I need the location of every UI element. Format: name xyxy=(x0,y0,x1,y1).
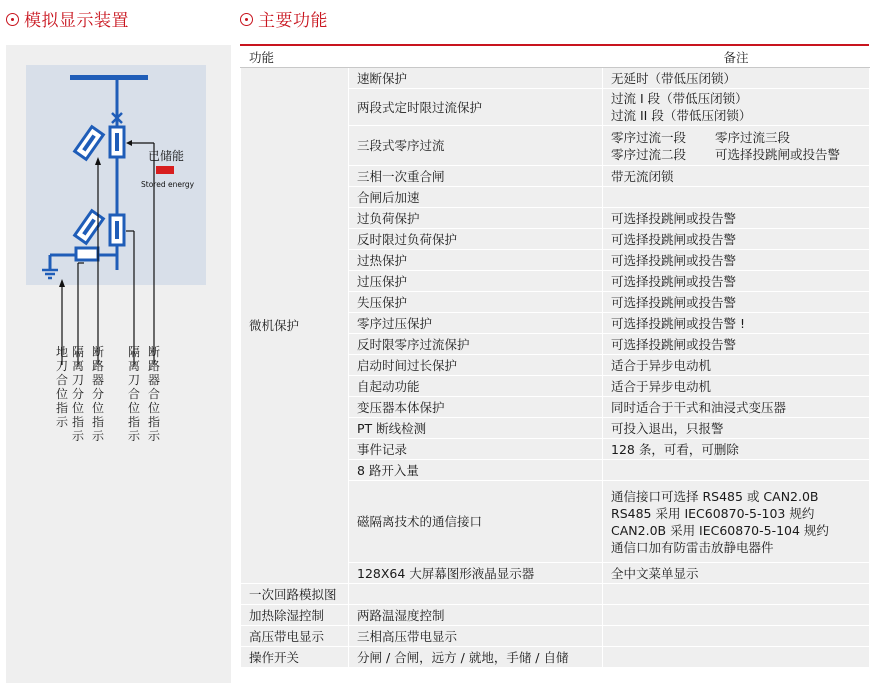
function-cell: 8 路开入量 xyxy=(349,460,603,481)
note-line xyxy=(611,146,861,163)
note-cell xyxy=(603,126,870,166)
circle-bullet-icon xyxy=(240,13,253,26)
header-function: 功能 xyxy=(241,47,603,68)
table-row xyxy=(241,647,870,668)
function-cell: 失压保护 xyxy=(349,292,603,313)
function-cell xyxy=(349,584,603,605)
simulation-panel xyxy=(6,45,231,683)
stored-energy-indicator xyxy=(156,166,174,174)
note-text: 过流 II 段（带低压闭锁） xyxy=(611,108,752,123)
note-text: 同时适合于干式和油浸式变压器 xyxy=(611,399,787,415)
function-cell: 事件记录 xyxy=(349,439,603,460)
note-text: 适合于异步电动机 xyxy=(611,378,712,394)
stored-energy-label: 已储能 xyxy=(148,149,185,163)
note-text: RS485 采用 IEC60870-5-103 规约 xyxy=(611,505,815,521)
note-text: 通信接口可选择 RS485 或 CAN2.0B xyxy=(611,488,819,504)
function-cell: 零序过压保护 xyxy=(349,313,603,334)
stored-energy-en-label: Stored energy xyxy=(141,180,195,189)
note-cell xyxy=(603,584,870,605)
note-cell xyxy=(603,334,870,355)
note-text: 可选择投跳闸或投告警 xyxy=(611,336,737,352)
function-cell: 过热保护 xyxy=(349,250,603,271)
function-cell: 速断保护 xyxy=(349,68,603,89)
function-cell: 自起动功能 xyxy=(349,376,603,397)
note-text: 带无流闭锁 xyxy=(611,168,674,184)
note-cell xyxy=(603,68,870,89)
circle-bullet-icon xyxy=(6,13,19,26)
note-text: 零序过流三段 xyxy=(715,129,791,145)
note-cell xyxy=(603,460,870,481)
header-note: 备注 xyxy=(603,47,870,68)
table-body xyxy=(241,68,870,668)
function-cell: 启动时间过长保护 xyxy=(349,355,603,376)
note-text: 可选择投跳闸或投告警 xyxy=(611,273,737,289)
note-text: 无延时（带低压闭锁） xyxy=(611,70,737,86)
note-cell xyxy=(603,481,870,563)
label-breaker-closed: 断路器合位指示 xyxy=(147,345,160,443)
note-text: 128 条，可看，可删除 xyxy=(611,441,739,457)
functions-table xyxy=(240,44,869,668)
function-cell: 过压保护 xyxy=(349,271,603,292)
note-text: 可选择投跳闸或投告警 xyxy=(715,146,841,162)
function-cell: 两路温湿度控制 xyxy=(349,605,603,626)
label-disconnector-open: 隔离刀分位指示 xyxy=(71,345,84,443)
function-cell: 三段式零序过流 xyxy=(349,126,603,166)
heading-main-functions xyxy=(240,6,328,31)
note-text: 可选择投跳闸或投告警 ! xyxy=(611,315,746,331)
heading-text: 模拟显示装置 xyxy=(24,11,129,31)
note-cell xyxy=(603,292,870,313)
note-text: 零序过流一段 xyxy=(611,129,687,145)
table-row xyxy=(241,584,870,605)
note-cell xyxy=(603,563,870,584)
note-cell xyxy=(603,229,870,250)
heading-simulation-display xyxy=(6,6,129,31)
note-cell xyxy=(603,647,870,668)
note-text: CAN2.0B 采用 IEC60870-5-104 规约 xyxy=(611,522,829,538)
function-cell: 合闸后加速 xyxy=(349,187,603,208)
category-cell: 高压带电显示 xyxy=(241,626,349,647)
function-cell: 两段式定时限过流保护 xyxy=(349,89,603,126)
note-cell xyxy=(603,605,870,626)
note-cell xyxy=(603,166,870,187)
note-cell xyxy=(603,250,870,271)
note-line xyxy=(611,129,861,146)
note-text: 适合于异步电动机 xyxy=(611,357,712,373)
label-earth-switch-closed: 地刀合位指示 xyxy=(55,345,68,429)
earth-switch-indicator xyxy=(76,248,98,260)
function-cell: 反时限零序过流保护 xyxy=(349,334,603,355)
function-cell: 128X64 大屏幕图形液晶显示器 xyxy=(349,563,603,584)
category-microcomputer-protection: 微机保护 xyxy=(241,68,349,584)
note-cell xyxy=(603,439,870,460)
note-cell xyxy=(603,355,870,376)
category-cell: 一次回路模拟图 xyxy=(241,584,349,605)
heading-text: 主要功能 xyxy=(258,11,328,31)
note-text: 全中文菜单显示 xyxy=(611,565,699,581)
note-text: 可选择投跳闸或投告警 xyxy=(611,294,737,310)
function-cell: 三相高压带电显示 xyxy=(349,626,603,647)
note-text: 可选择投跳闸或投告警 xyxy=(611,231,737,247)
function-cell: 磁隔离技术的通信接口 xyxy=(349,481,603,563)
category-cell: 操作开关 xyxy=(241,647,349,668)
note-text: 可选择投跳闸或投告警 xyxy=(611,210,737,226)
note-cell xyxy=(603,418,870,439)
function-cell: 过负荷保护 xyxy=(349,208,603,229)
label-disconnector-closed: 隔离刀合位指示 xyxy=(127,345,140,443)
table-row xyxy=(241,626,870,647)
category-cell: 加热除湿控制 xyxy=(241,605,349,626)
function-cell: 反时限过负荷保护 xyxy=(349,229,603,250)
indicator-bar xyxy=(115,221,119,239)
note-cell xyxy=(603,313,870,334)
table xyxy=(240,46,870,668)
note-text: 零序过流二段 xyxy=(611,146,687,162)
function-cell: 分闸 / 合闸，远方 / 就地，手储 / 自储 xyxy=(349,647,603,668)
note-cell xyxy=(603,89,870,126)
function-cell: 三相一次重合闸 xyxy=(349,166,603,187)
function-cell: 变压器本体保护 xyxy=(349,397,603,418)
note-cell xyxy=(603,626,870,647)
table-row xyxy=(241,68,870,89)
note-cell xyxy=(603,187,870,208)
note-text: 过流 I 段（带低压闭锁） xyxy=(611,91,748,106)
function-cell: PT 断线检测 xyxy=(349,418,603,439)
note-cell xyxy=(603,271,870,292)
note-cell xyxy=(603,397,870,418)
note-cell xyxy=(603,208,870,229)
label-breaker-open: 断路器分位指示 xyxy=(91,345,104,443)
note-text: 可投入退出，只报警 xyxy=(611,420,724,436)
note-text: 通信口加有防雷击放静电器件 xyxy=(611,539,774,555)
indicator-bar xyxy=(115,133,119,151)
busbar xyxy=(70,75,148,80)
table-row xyxy=(241,605,870,626)
note-cell xyxy=(603,376,870,397)
note-text: 可选择投跳闸或投告警 xyxy=(611,252,737,268)
